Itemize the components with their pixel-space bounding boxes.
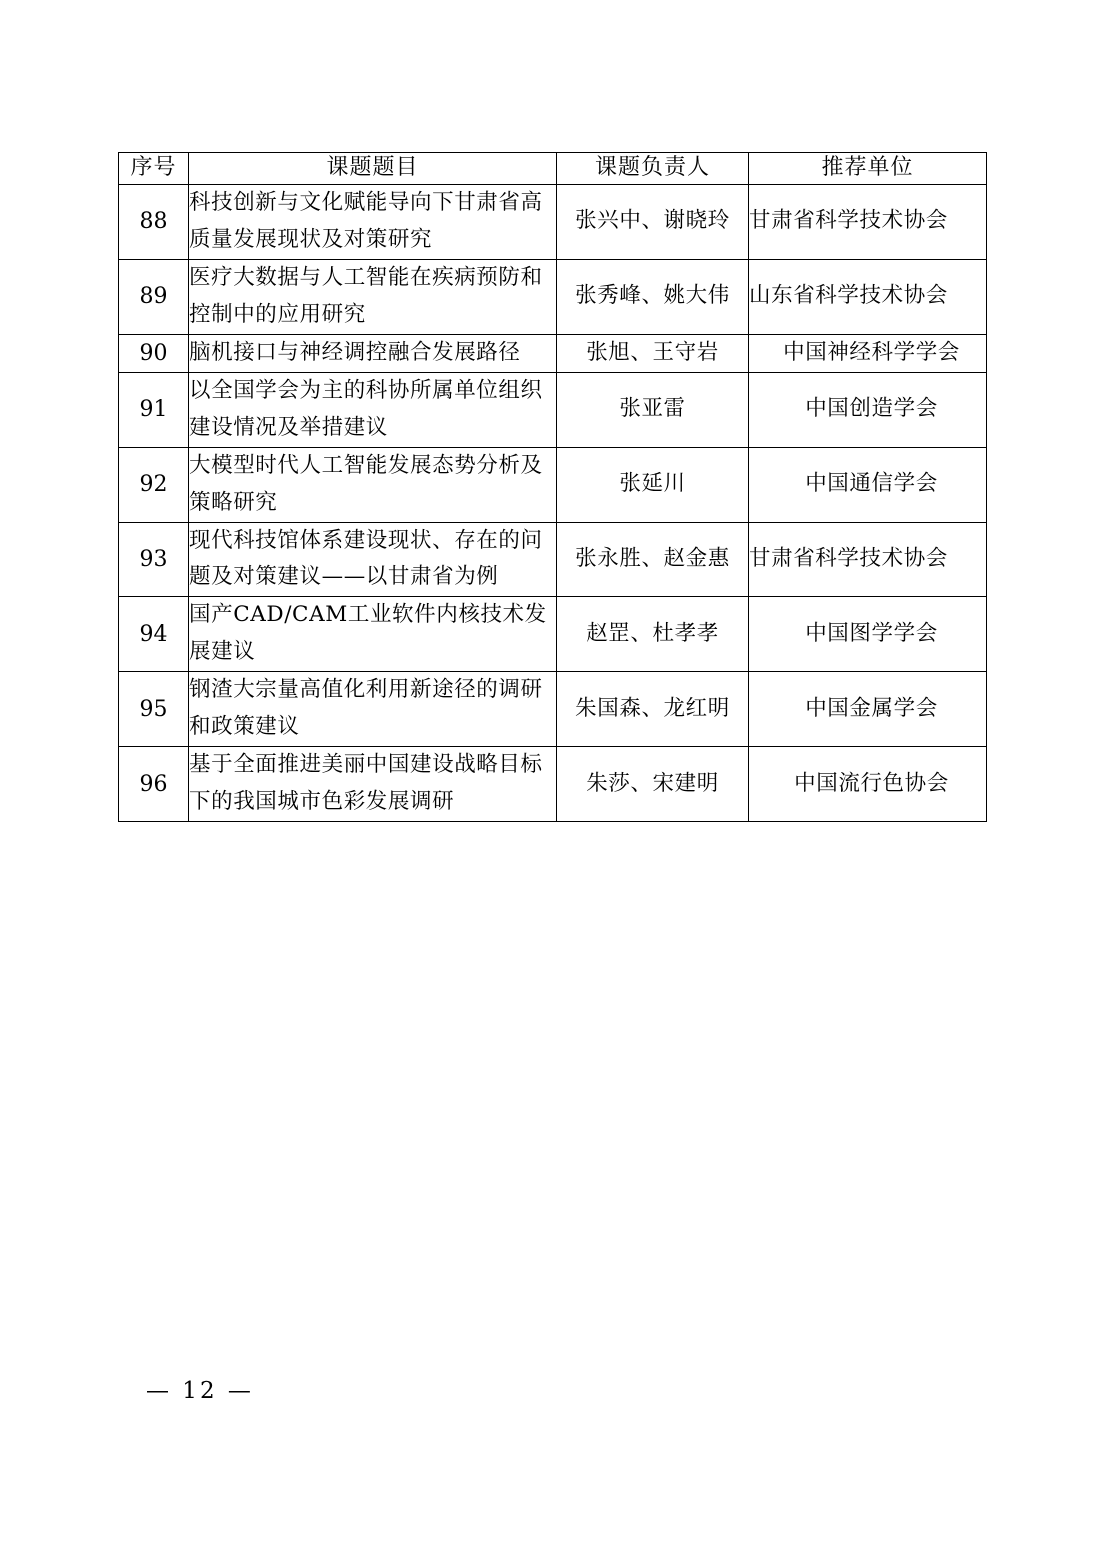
row-unit: 中国金属学会 <box>749 672 987 747</box>
table-row <box>119 372 987 447</box>
column-header-title: 课题题目 <box>189 153 557 185</box>
row-title: 国产CAD/CAM工业软件内核技术发展建议 <box>189 597 557 672</box>
row-leader: 张兴中、谢晓玲 <box>557 184 749 259</box>
row-leader: 朱莎、宋建明 <box>557 747 749 822</box>
row-unit: 中国流行色协会 <box>749 747 987 822</box>
table-row <box>119 259 987 334</box>
row-no: 95 <box>119 672 189 747</box>
row-title: 科技创新与文化赋能导向下甘肃省高质量发展现状及对策研究 <box>189 184 557 259</box>
page-number: — 12 — <box>146 1378 254 1404</box>
table-row <box>119 184 987 259</box>
table-row <box>119 447 987 522</box>
row-no: 96 <box>119 747 189 822</box>
row-title: 基于全面推进美丽中国建设战略目标下的我国城市色彩发展调研 <box>189 747 557 822</box>
row-title: 钢渣大宗量高值化利用新途径的调研和政策建议 <box>189 672 557 747</box>
row-no: 91 <box>119 372 189 447</box>
row-title: 脑机接口与神经调控融合发展路径 <box>189 334 557 372</box>
row-leader: 张秀峰、姚大伟 <box>557 259 749 334</box>
row-leader: 张亚雷 <box>557 372 749 447</box>
row-unit: 中国图学学会 <box>749 597 987 672</box>
research-topics-table-container <box>118 152 986 822</box>
column-header-no: 序号 <box>119 153 189 185</box>
table-row <box>119 597 987 672</box>
row-unit: 中国通信学会 <box>749 447 987 522</box>
table-row <box>119 522 987 597</box>
row-unit: 甘肃省科学技术协会 <box>749 184 987 259</box>
row-leader: 朱国森、龙红明 <box>557 672 749 747</box>
table-header-row <box>119 153 987 185</box>
row-title: 现代科技馆体系建设现状、存在的问题及对策建议——以甘肃省为例 <box>189 522 557 597</box>
row-title: 以全国学会为主的科协所属单位组织建设情况及举措建议 <box>189 372 557 447</box>
table-row <box>119 672 987 747</box>
row-no: 92 <box>119 447 189 522</box>
row-unit: 山东省科学技术协会 <box>749 259 987 334</box>
research-topics-table <box>118 152 987 822</box>
row-unit: 甘肃省科学技术协会 <box>749 522 987 597</box>
table-row <box>119 334 987 372</box>
column-header-unit: 推荐单位 <box>749 153 987 185</box>
row-title: 大模型时代人工智能发展态势分析及策略研究 <box>189 447 557 522</box>
row-leader: 张旭、王守岩 <box>557 334 749 372</box>
row-no: 89 <box>119 259 189 334</box>
row-leader: 张延川 <box>557 447 749 522</box>
row-title: 医疗大数据与人工智能在疾病预防和控制中的应用研究 <box>189 259 557 334</box>
row-no: 94 <box>119 597 189 672</box>
row-no: 93 <box>119 522 189 597</box>
row-leader: 张永胜、赵金惠 <box>557 522 749 597</box>
table-row <box>119 747 987 822</box>
row-no: 90 <box>119 334 189 372</box>
row-leader: 赵罡、杜孝孝 <box>557 597 749 672</box>
row-unit: 中国创造学会 <box>749 372 987 447</box>
row-no: 88 <box>119 184 189 259</box>
column-header-leader: 课题负责人 <box>557 153 749 185</box>
row-unit: 中国神经科学学会 <box>749 334 987 372</box>
